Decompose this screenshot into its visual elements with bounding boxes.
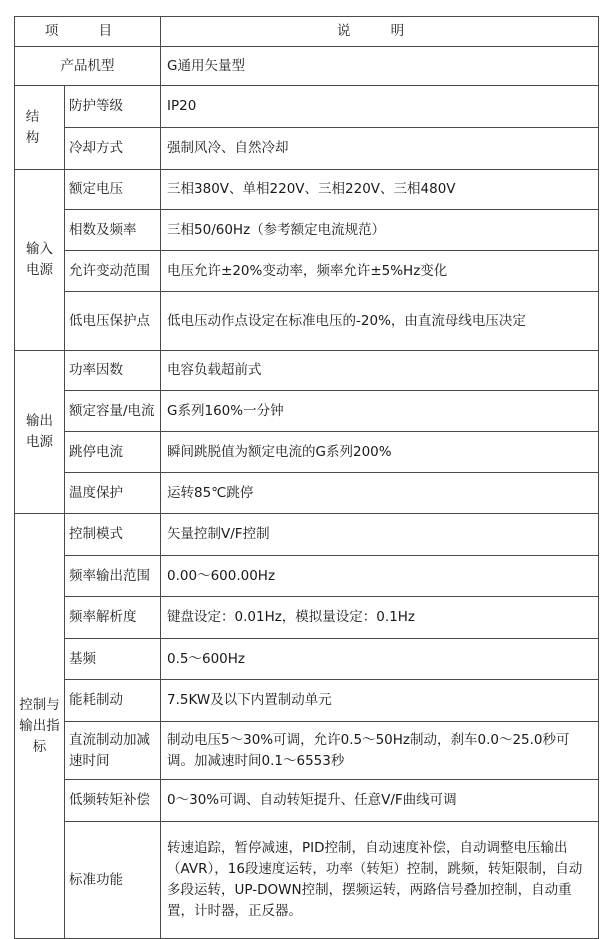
- category-control: [15, 514, 65, 939]
- item-label: 防护等级: [65, 86, 161, 128]
- table-row: [15, 473, 599, 514]
- table-row: [15, 86, 599, 128]
- item-desc: 7.5KW及以下内置制动单元: [161, 680, 599, 722]
- item-label: 冷却方式: [65, 128, 161, 170]
- item-label: 跳停电流: [65, 432, 161, 473]
- category-structure: 结 构: [15, 86, 65, 170]
- item-desc: G系列160%一分钟: [161, 391, 599, 432]
- item-desc: 瞬间跳脱值为额定电流的G系列200%: [161, 432, 599, 473]
- table-row: [15, 292, 599, 351]
- item-desc: 转速追踪，暂停减速，PID控制，自动速度补偿，自动调整电压输出（AVR），16段速度运转，功率（转矩）控制，跳频，转矩限制，自动多段运转，UP-DOWN控制，摆频运转，两路信号叠加控制，自动重置，计时器，正反器。: [161, 822, 599, 939]
- item-label: 低频转矩补偿: [65, 780, 161, 822]
- item-desc: 电容负载超前式: [161, 351, 599, 391]
- item-desc: 矢量控制V/F控制: [161, 514, 599, 556]
- item-label: 控制模式: [65, 514, 161, 556]
- table-row: [15, 251, 599, 292]
- item-desc: 三相380V、单相220V、三相220V、三相480V: [161, 170, 599, 210]
- table-row: [15, 210, 599, 251]
- table-row: [15, 680, 599, 722]
- header-desc: 说 明: [161, 17, 599, 47]
- table-row: [15, 597, 599, 639]
- category-line: 输出指: [19, 717, 60, 734]
- item-desc: 键盘设定：0.01Hz，模拟量设定：0.1Hz: [161, 597, 599, 639]
- table-row: [15, 128, 599, 170]
- category-line: 控制与: [19, 696, 60, 713]
- table-row: [15, 639, 599, 680]
- item-desc: 0.5～600Hz: [161, 639, 599, 680]
- item-label: 额定电压: [65, 170, 161, 210]
- item-label: 低电压保护点: [65, 292, 161, 351]
- item-desc: 制动电压5～30%可调，允许0.5～50Hz制动，刹车0.0～25.0秒可调。加减速时间0.1～6553秒: [161, 722, 599, 780]
- category-line: 电源: [26, 434, 53, 450]
- item-label-line: 速时间: [69, 752, 110, 769]
- category-line: 输出: [26, 413, 53, 429]
- table-row: [15, 722, 599, 780]
- spec-table: [14, 16, 599, 939]
- table-row: [15, 556, 599, 597]
- item-desc: IP20: [161, 86, 599, 128]
- item-label: [65, 722, 161, 780]
- item-label: 基频: [65, 639, 161, 680]
- category-line: 输入: [26, 241, 53, 257]
- model-label: 产品机型: [15, 47, 161, 86]
- item-label: 温度保护: [65, 473, 161, 514]
- item-label: 能耗制动: [65, 680, 161, 722]
- item-label: 允许变动范围: [65, 251, 161, 292]
- table-row: [15, 170, 599, 210]
- item-desc: 0.00～600.00Hz: [161, 556, 599, 597]
- table-row: [15, 391, 599, 432]
- table-row: [15, 514, 599, 556]
- table-row: [15, 47, 599, 86]
- category-output: [15, 351, 65, 514]
- item-label: 标准功能: [65, 822, 161, 939]
- item-label-line: 直流制动加减: [69, 731, 150, 748]
- category-line: 标: [32, 738, 47, 755]
- category-line: 电源: [26, 262, 53, 278]
- item-desc: 强制风冷、自然冷却: [161, 128, 599, 170]
- category-input: [15, 170, 65, 351]
- table-row: [15, 432, 599, 473]
- header-item: 项 目: [15, 17, 161, 47]
- item-desc: 电压允许±20%变动率，频率允许±5%Hz变化: [161, 251, 599, 292]
- item-label: 相数及频率: [65, 210, 161, 251]
- item-desc: 0～30%可调、自动转矩提升、任意V/F曲线可调: [161, 780, 599, 822]
- item-desc: 三相50/60Hz（参考额定电流规范）: [161, 210, 599, 251]
- item-label: 频率输出范围: [65, 556, 161, 597]
- item-label: 额定容量/电流: [65, 391, 161, 432]
- item-label: 功率因数: [65, 351, 161, 391]
- table-row: [15, 780, 599, 822]
- header-row: [15, 17, 599, 47]
- table-row: [15, 822, 599, 939]
- table-row: [15, 351, 599, 391]
- item-label: 频率解析度: [65, 597, 161, 639]
- item-desc: 低电压动作点设定在标准电压的-20%，由直流母线电压决定: [161, 292, 599, 351]
- model-value: G通用矢量型: [161, 47, 599, 86]
- item-desc: 运转85℃跳停: [161, 473, 599, 514]
